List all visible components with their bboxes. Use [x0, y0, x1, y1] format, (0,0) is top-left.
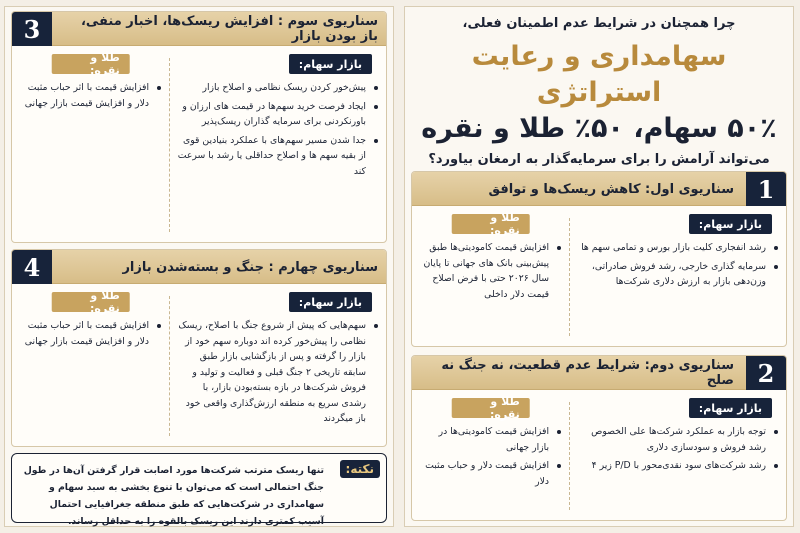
- gold-column: [412, 390, 569, 520]
- scenario-title: سناریوی سوم : افزایش ریسک‌ها، اخبار منفی، باز بودن بازار: [80, 14, 378, 44]
- list-item: ایجاد فرصت خرید سهم‌ها در قیمت های ارزان و باورنکردنی برای سرمایه گذاران ریسک‌پذیر: [177, 99, 378, 130]
- scenario-card-3: [11, 11, 387, 243]
- scenario-title: سناریوی دوم: شرایط عدم قطعیت، نه جنگ نه صلح: [441, 358, 734, 388]
- stock-column: [169, 284, 386, 446]
- note-label: نکته:: [340, 460, 380, 478]
- gold-column: [12, 46, 169, 242]
- gold-silver-label: طلا و نقره:: [51, 292, 130, 312]
- scenario-number: 4: [12, 250, 52, 284]
- headline-strategy: ۵۰٪ سهام، ۵۰٪ طلا و نقره: [421, 113, 777, 144]
- scenario-number: 3: [12, 12, 52, 46]
- list-item: پیش‌خور کردن ریسک نظامی و اصلاح بازار: [177, 80, 378, 96]
- scenario-header: [12, 12, 386, 46]
- list-item: افزایش قیمت کامودیتی‌ها طبق پیش‌بینی بانک های جهانی تا پایان سال ۲۰۲۶ حتی با فرض اصلاح قیمت دلار داخلی: [420, 240, 561, 302]
- list-item: افزایش قیمت کامودیتی‌ها در بازار جهانی: [420, 424, 561, 455]
- stock-column: [169, 46, 386, 242]
- scenario-card-1: [411, 171, 787, 347]
- headline: [415, 15, 783, 169]
- list-item: توجه بازار به عملکرد شرکت‌ها علی الخصوص رشد فروش و سودسازی دلاری: [577, 424, 778, 455]
- note-box: [11, 453, 387, 527]
- list-item: افزایش قیمت با اثر حباب مثبت دلار و افزایش قیمت بازار جهانی: [20, 80, 161, 111]
- scenario-header: [12, 250, 386, 284]
- list-item: رشد شرکت‌های سود نقدی‌محور با P/D زیر ۴: [577, 458, 778, 474]
- list-item: سهم‌هایی که پیش از شروع جنگ با اصلاح، ریسک نظامی را پیش‌خور کرده اند دوباره سهم خود از بازار را گرفته و پس از بازگشایی بازار طبق سابقه تاریخی ۲ جنگ قبلی و فعالیت و تولید و فروش شرکت‌ها در بازه بسته‌بودن بازار، با رشدی سریع به منطقه ارزش‌گذاری واقعی خود باز میگردند: [177, 318, 378, 427]
- right-panel: [404, 6, 794, 527]
- headline-question-end: می‌تواند آرامش را برای سرمایه‌گذار به ارمغان بیاورد؟: [428, 152, 770, 167]
- left-panel: [4, 6, 394, 527]
- scenario-card-4: [11, 249, 387, 447]
- note-text: تنها ریسک مترتب شرکت‌ها مورد اصابت قرار گرفتن آن‌ها در طول جنگ احتمالی است که می‌توان با تنوع بخشی به سبد سهام و سهامداری در شرکت‌هایی که طبق منطقه جغرافیایی احتمال آسیب کمتری دارند این ریسک بالقوه را به حداقل رساند.: [23, 465, 324, 527]
- list-item: رشد انفجاری کلیت بازار بورس و تمامی سهم ها: [577, 240, 778, 256]
- gold-silver-label: طلا و نقره:: [51, 54, 130, 74]
- scenario-number: 1: [746, 172, 786, 206]
- scenario-number: 2: [746, 356, 786, 390]
- stock-market-label: بازار سهام:: [289, 292, 372, 312]
- stock-market-label: بازار سهام:: [689, 214, 772, 234]
- list-item: جدا شدن مسیر سهم‌های با عملکرد بنیادین قوی از بقیه سهم ها و اصلاح حداقلی یا رشد با سرعت کند: [177, 133, 378, 180]
- scenario-title: سناریوی اول: کاهش ریسک‌ها و توافق: [488, 181, 734, 197]
- list-item: سرمایه گذاری خارجی، رشد فروش صادراتی، وزن‌دهی بازار به ارزش دلاری شرکت‌ها: [577, 259, 778, 290]
- stock-market-label: بازار سهام:: [289, 54, 372, 74]
- gold-column: [412, 206, 569, 346]
- stock-market-label: بازار سهام:: [689, 398, 772, 418]
- stock-column: [569, 390, 786, 520]
- scenario-title: سناریوی چهارم : جنگ و بسته‌شدن بازار: [122, 259, 378, 275]
- gold-silver-label: طلا و نقره:: [451, 398, 530, 418]
- list-item: افزایش قیمت با اثر حباب مثبت دلار و افزایش قیمت بازار جهانی: [20, 318, 161, 349]
- scenario-card-2: [411, 355, 787, 521]
- list-item: افزایش قیمت دلار و حباب مثبت دلار: [420, 458, 561, 489]
- scenario-header: [412, 356, 786, 390]
- headline-title: سهامداری و رعایت استراتژی: [471, 41, 727, 108]
- scenario-header: [412, 172, 786, 206]
- gold-silver-label: طلا و نقره:: [451, 214, 530, 234]
- headline-question-intro: چرا همچنان در شرایط عدم اطمینان فعلی،: [462, 16, 736, 31]
- stock-column: [569, 206, 786, 346]
- gold-column: [12, 284, 169, 446]
